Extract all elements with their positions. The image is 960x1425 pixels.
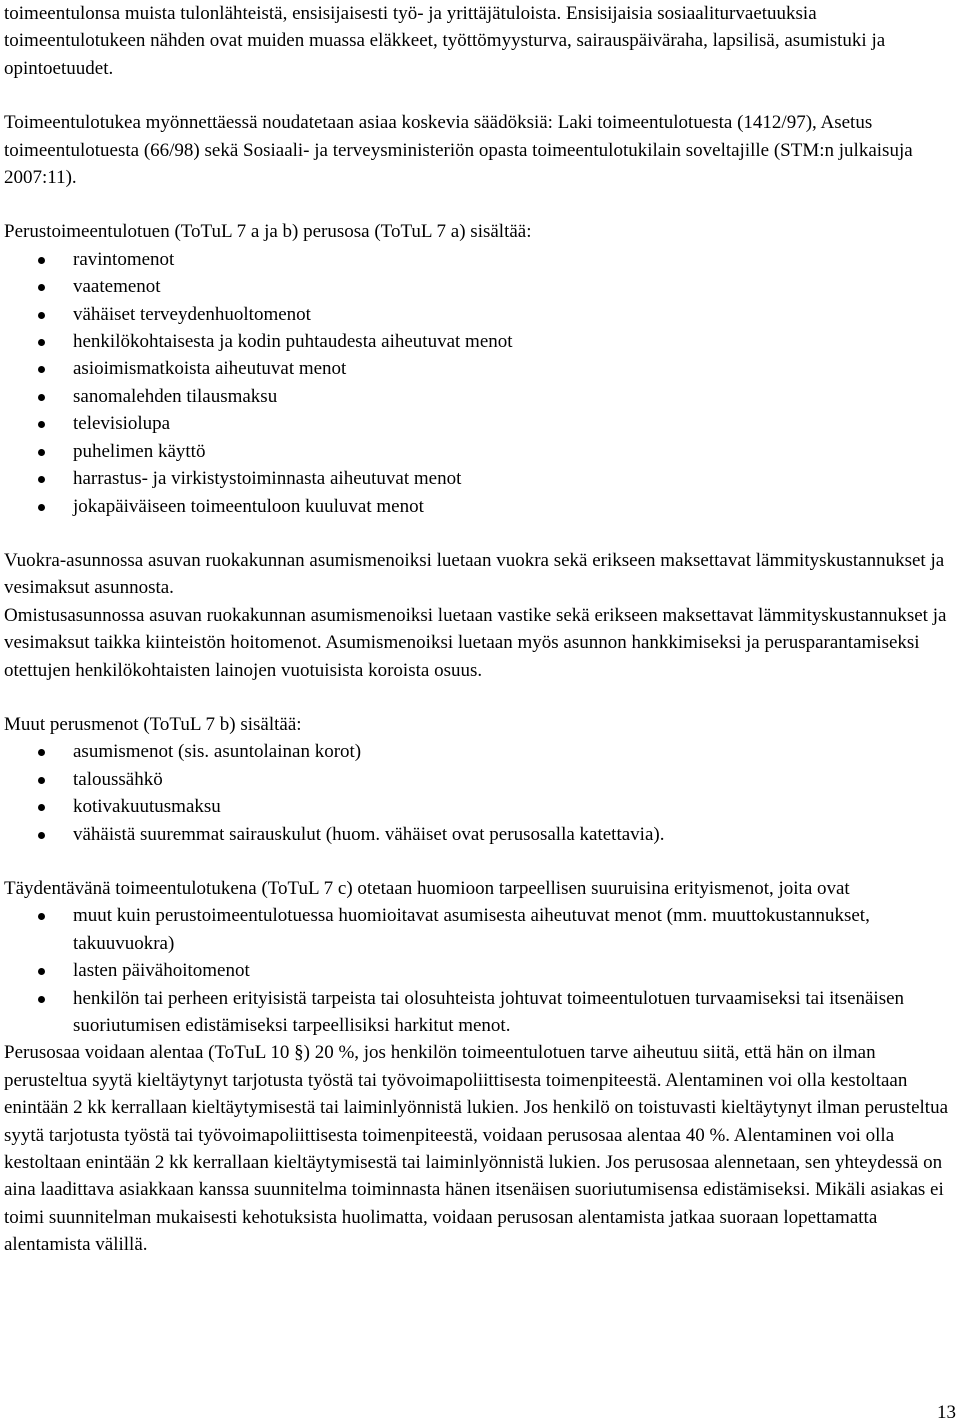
list-item: vähäistä suuremmat sairauskulut (huom. vähäiset ovat perusosalla katettavia). bbox=[4, 821, 952, 848]
list-item: harrastus- ja virkistystoiminnasta aiheutuvat menot bbox=[4, 465, 952, 492]
basic-part-intro: Perustoimeentulotuen (ToTuL 7 a ja b) perusosa (ToTuL 7 a) sisältää: bbox=[4, 221, 532, 243]
document-page bbox=[4, 0, 952, 1259]
list-item: vähäiset terveydenhuoltomenot bbox=[4, 301, 952, 328]
list-item: muut kuin perustoimeentulotuessa huomioitavat asumisesta aiheutuvat menot (mm. muuttokustannukset, takuuvuokra) bbox=[4, 902, 952, 957]
list-item: vaatemenot bbox=[4, 273, 952, 300]
basic-part-list bbox=[4, 246, 952, 520]
list-item: ravintomenot bbox=[4, 246, 952, 273]
list-item: puhelimen käyttö bbox=[4, 438, 952, 465]
supplementary-intro: Täydentävänä toimeentulotukena (ToTuL 7 c) otetaan huomioon tarpeellisen suuruisina erityismenot, joita ovat bbox=[4, 877, 850, 899]
list-item: kotivakuutusmaksu bbox=[4, 793, 952, 820]
other-expenses-list bbox=[4, 738, 952, 848]
list-item: asumismenot (sis. asuntolainan korot) bbox=[4, 738, 952, 765]
list-item: henkilön tai perheen erityisistä tarpeista tai olosuhteista johtuvat toimeentulotuen turvaamiseksi tai itsenäisen suoriutumisen edistämiseksi tarpeellisiksi harkitut menot. bbox=[4, 985, 952, 1040]
list-item: asioimismatkoista aiheutuvat menot bbox=[4, 355, 952, 382]
list-item: sanomalehden tilausmaksu bbox=[4, 383, 952, 410]
list-item: henkilökohtaisesta ja kodin puhtaudesta aiheutuvat menot bbox=[4, 328, 952, 355]
list-item: lasten päivähoitomenot bbox=[4, 957, 952, 984]
paragraph-legislation: Toimeentulotukea myönnettäessä noudatetaan asiaa koskevia säädöksiä: Laki toimeentulotuesta (1412/97), Asetus toimeentulotuesta (66/98) sekä Sosiaali- ja terveysministeriön opasta toimeentulotukilain soveltajille (STM:n julkaisuja 2007:11). bbox=[4, 112, 913, 189]
supplementary-list bbox=[4, 902, 952, 1039]
paragraph-owner-housing: Omistusasunnossa asuvan ruokakunnan asumismenoiksi luetaan vastike sekä erikseen maksettavat lämmityskustannukset ja vesimaksut taikka kiinteistön hoitomenot. Asumismenoiksi luetaan myös asunnon hankkimiseksi ja perusparantamiseksi otettujen henkilökohtaisten lainojen vuotuisista koroista osuus. bbox=[4, 604, 947, 681]
paragraph-rental-housing: Vuokra-asunnossa asuvan ruokakunnan asumismenoiksi luetaan vuokra sekä erikseen maksettavat lämmityskustannukset ja vesimaksut asunnosta. bbox=[4, 549, 945, 599]
page-number: 13 bbox=[937, 1402, 956, 1423]
paragraph-primary-benefits: toimeentulonsa muista tulonlähteistä, ensisijaisesti työ- ja yrittäjätuloista. Ensisijaisia sosiaaliturvaetuuksia toimeentulotukeen nähden ovat muiden muassa eläkkeet, työttömyysturva, sairauspäiväraha, lapsilisä, asumistuki ja opintoetuudet. bbox=[4, 3, 886, 79]
list-item: taloussähkö bbox=[4, 766, 952, 793]
other-expenses-intro: Muut perusmenot (ToTuL 7 b) sisältää: bbox=[4, 713, 302, 735]
paragraph-reduction: Perusosaa voidaan alentaa (ToTuL 10 §) 20 %, jos henkilön toimeentulotuen tarve aiheutuu siitä, että hän on ilman perusteltua syytä kieltäytynyt tarjotusta työstä tai työvoimapoliittisesta toimenpiteestä. Alentaminen voi olla kestoltaan enintään 2 kk kerrallaan kieltäytymisestä tai laiminlyönnistä lukien. Jos henkilö on toistuvasti kieltäytynyt ilman perusteltua syytä tarjotusta työstä tai työvoimapoliittisesta toimenpiteestä, voidaan perusosaa alentaa 40 %. Alentaminen voi olla kestoltaan enintään 2 kk kerrallaan kieltäytymisestä tai laiminlyönnistä lukien. Jos perusosaa alennetaan, sen yhteydessä on aina laadittava asiakkaan kanssa suunnitelma toiminnasta hänen itsenäisen suoriutumisensa edistämiseksi. Mikäli asiakas ei toimi suunnitelman mukaisesti kehotuksista huolimatta, voidaan perusosan alentamista jatkaa suoraan lopettamatta alentamista välillä. bbox=[4, 1042, 948, 1256]
list-item: jokapäiväiseen toimeentuloon kuuluvat menot bbox=[4, 493, 952, 520]
list-item: televisiolupa bbox=[4, 410, 952, 437]
